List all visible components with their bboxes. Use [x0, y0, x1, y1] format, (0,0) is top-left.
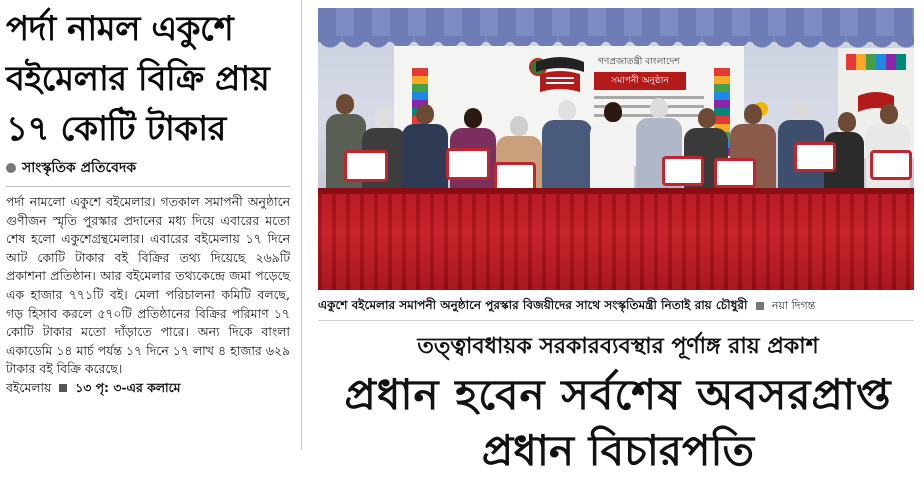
byline: [6, 158, 290, 178]
award-certificate: [714, 158, 756, 188]
square-bullet-icon: [756, 302, 764, 310]
book-fair-logo: [532, 52, 588, 96]
award-certificate: [344, 150, 388, 182]
left-body-text: পর্দা নামলো একুশে বইমেলার। গতকাল সমাপনী অনুষ্ঠানে গুণীজন স্মৃতি পুরস্কার প্রদানের মধ্য দিয়ে এবারের মতো শেষ হলো একুশেগ্রন্থমেলার। এবারের বইমেলায় ১৭ দিনে আট কোটি টাকার বই বিক্রির তথ্য দিয়েছে ২৬৯টি প্রকাশনা প্রতিষ্ঠান। আর বইমেলার তথ্যকেন্দ্রে জমা পড়েছে এক হাজার ৭৭১টি বই। মেলা পরিচালনা কমিটি বলছে, গড় হিসাব করলে ৫৭০টি প্রতিষ্ঠানের বিক্রির পরিমাণ ১৭ কোটি টাকার মতো দাঁড়াতে পারে। অন্য দিকে বাংলা একাডেমি ১৪ মার্চ পর্যন্ত ১৭ দিনে ১৭ লাখ ৪ হাজার ৬২৯ টাকার বই বিক্রি করেছে।: [6, 194, 290, 377]
award-certificate: [870, 150, 912, 180]
right-headline-line-2: প্রধান বিচারপতি: [481, 426, 755, 475]
byline-rule: [6, 186, 290, 187]
award-certificate: [446, 148, 490, 180]
backdrop-banner: সমাপনী অনুষ্ঠান: [594, 72, 686, 90]
left-story: [6, 4, 290, 450]
jump-line: [6, 379, 290, 398]
caption-text: একুশে বইমেলার সমাপনী অনুষ্ঠানে পুরস্কার বিজয়ীদের সাথে সংস্কৃতিমন্ত্রী নিতাই রায় চৌধুরী: [318, 298, 748, 312]
headline-line-3: ১৭ কোটি টাকার: [6, 109, 226, 149]
jump-lead-word: বইমেলায়: [6, 379, 52, 395]
right-headline: প্রধান হবেন সর্বশেষ অবসরপ্রাপ্ত: [344, 370, 892, 419]
news-photo: [318, 8, 914, 290]
award-certificate: [662, 156, 704, 186]
column-divider: [301, 0, 302, 450]
photo-credit: নয়া দিগন্ত: [771, 299, 816, 312]
byline-text: সাংস্কৃতিক প্রতিবেদক: [22, 160, 137, 176]
jump-reference: ১৩ পৃ: ৩-এর কলামে: [75, 379, 181, 395]
headline-line-2: বইমেলার বিক্রি প্রায়: [6, 59, 270, 99]
square-bullet-icon: [59, 384, 67, 392]
headline-line-1: পর্দা নামল একুশে: [6, 9, 234, 49]
caption-rule: [318, 320, 914, 321]
right-kicker: তত্ত্বাবধায়ক সরকারব্যবস্থার পূর্ণাঙ্গ রায় প্রকাশ: [417, 334, 819, 359]
stage-pleats: [318, 194, 914, 290]
award-certificate: [794, 142, 836, 172]
left-headline: [6, 4, 290, 154]
photo-caption: [318, 294, 918, 316]
sdg-grid: [846, 54, 906, 70]
backdrop-small-text: গণপ্রজাতন্ত্রী বাংলাদেশ: [598, 57, 680, 67]
bullet-dot-icon: [6, 163, 16, 173]
